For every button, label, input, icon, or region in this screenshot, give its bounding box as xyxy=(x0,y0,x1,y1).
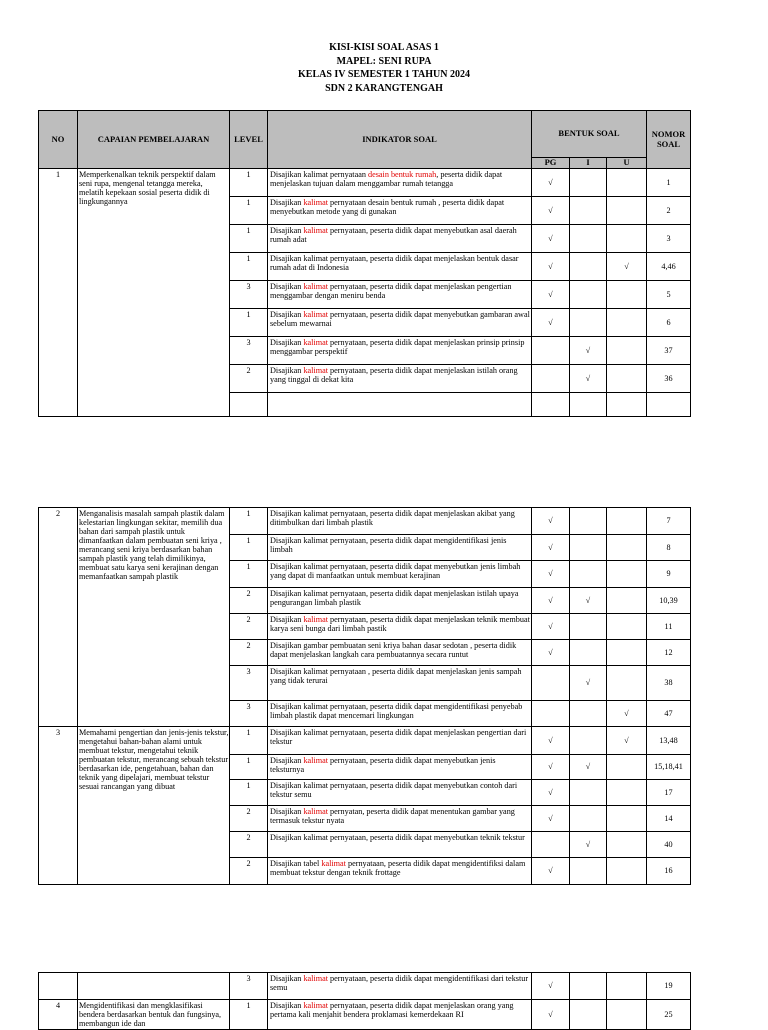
indikator-text: Disajikan kalimat pernyataan, peserta didik dapat menyebutkan contoh dari tekstur semu xyxy=(270,781,518,800)
indikator-text: Disajikan kalimat pernyataan, peserta didik dapat menyebutkan teknik tekstur xyxy=(270,833,525,842)
i-check xyxy=(570,701,607,727)
nomor-soal-cell: 15,18,41 xyxy=(647,755,691,780)
indikator-cell xyxy=(268,780,532,806)
indikator-highlight: kalimat xyxy=(303,338,328,347)
level-cell: 3 xyxy=(230,973,268,1000)
pg-check: √ xyxy=(532,973,570,1000)
level-cell: 1 xyxy=(230,755,268,780)
nomor-soal-cell: 3 xyxy=(647,225,691,253)
no-cell: 2 xyxy=(39,508,78,727)
i-check xyxy=(570,727,607,755)
nomor-soal-cell: 8 xyxy=(647,535,691,561)
pg-check: √ xyxy=(532,727,570,755)
indikator-cell xyxy=(268,197,532,225)
col-header-no: NO xyxy=(39,111,78,169)
i-check: √ xyxy=(570,832,607,858)
pg-check: √ xyxy=(532,535,570,561)
col-header-pg: PG xyxy=(532,158,570,169)
u-check xyxy=(607,337,647,365)
indikator-cell xyxy=(268,561,532,588)
indikator-text-rest: , peserta didik dapat menjelaskan tujuan dalam menggambar rumah tetangga xyxy=(270,170,503,189)
section-3-continued-rows xyxy=(39,973,691,1000)
level-cell: 2 xyxy=(230,858,268,885)
level-cell: 3 xyxy=(230,666,268,701)
indikator-text: Disajikan xyxy=(270,282,304,291)
u-check xyxy=(607,640,647,666)
u-check xyxy=(607,614,647,640)
level-cell: 1 xyxy=(230,535,268,561)
header-school: SDN 2 KARANGTENGAH xyxy=(325,82,443,94)
indikator-cell xyxy=(268,508,532,535)
indikator-text: Disajikan xyxy=(270,226,304,235)
i-check xyxy=(570,806,607,832)
nomor-soal-cell: 10,39 xyxy=(647,588,691,614)
indikator-text: Disajikan xyxy=(270,366,304,375)
no-cell: 1 xyxy=(39,169,78,417)
i-check xyxy=(570,169,607,197)
level-cell: 3 xyxy=(230,701,268,727)
indikator-highlight: desain bentuk rumah xyxy=(368,170,437,179)
col-header-cp: CAPAIAN PEMBELAJARAN xyxy=(78,111,230,169)
indikator-cell xyxy=(268,1000,532,1030)
table-row xyxy=(39,1000,691,1030)
pg-check xyxy=(532,666,570,701)
level-cell: 2 xyxy=(230,832,268,858)
indikator-text: Disajikan xyxy=(270,310,304,319)
nomor-soal-cell: 36 xyxy=(647,365,691,393)
indikator-highlight: kalimat xyxy=(321,859,346,868)
nomor-soal-cell: 12 xyxy=(647,640,691,666)
level-cell: 1 xyxy=(230,561,268,588)
indikator-cell xyxy=(268,588,532,614)
indikator-text: Disajikan kalimat pernyataan, peserta didik dapat mengidentifikasi penyebab limbah plastik dapat mencemari lingkungan xyxy=(270,702,523,721)
pg-check: √ xyxy=(532,169,570,197)
indikator-cell xyxy=(268,225,532,253)
nomor-soal-cell: 19 xyxy=(647,973,691,1000)
indikator-highlight: kalimat xyxy=(303,1001,328,1010)
indikator-highlight: kalimat xyxy=(303,974,328,983)
indikator-text-rest: pernyataan, peserta didik dapat menyebutkan jenis teksturnya xyxy=(270,756,496,775)
u-check xyxy=(607,755,647,780)
pg-check: √ xyxy=(532,281,570,309)
indikator-cell xyxy=(268,832,532,858)
i-check xyxy=(570,309,607,337)
level-cell: 3 xyxy=(230,281,268,309)
level-cell: 1 xyxy=(230,253,268,281)
i-check xyxy=(570,253,607,281)
indikator-text-rest: pernyataan, peserta didik dapat menjelaskan pengertian menggambar dengan meniru benda xyxy=(270,282,512,301)
header-title: KISI-KISI SOAL ASAS 1 xyxy=(329,42,439,53)
i-check xyxy=(570,858,607,885)
indikator-text-rest: pernyataan desain bentuk rumah , peserta didik dapat menyebutkan metode yang di gunakan xyxy=(270,198,505,217)
indikator-cell xyxy=(268,666,532,701)
u-check: √ xyxy=(607,701,647,727)
indikator-highlight: kalimat xyxy=(303,756,328,765)
indikator-cell xyxy=(268,169,532,197)
pg-check xyxy=(532,701,570,727)
pg-check: √ xyxy=(532,614,570,640)
indikator-text: Disajikan xyxy=(270,198,304,207)
level-cell: 1 xyxy=(230,508,268,535)
nomor-soal-cell: 1 xyxy=(647,169,691,197)
indikator-highlight: kalimat xyxy=(303,310,328,319)
header-subject: MAPEL: SENI RUPA xyxy=(336,55,432,67)
document-header xyxy=(0,41,768,95)
pg-check: √ xyxy=(532,780,570,806)
nomor-soal-cell: 13,48 xyxy=(647,727,691,755)
indikator-text: Disajikan kalimat pernyataan, peserta didik dapat menjelaskan akibat yang ditimbulkan dari limbah plastik xyxy=(270,509,515,528)
indikator-text: Disajikan kalimat pernyataan, peserta didik dapat menjelaskan bentuk dasar rumah adat di Indonesia xyxy=(270,254,519,273)
pg-check: √ xyxy=(532,508,570,535)
u-check xyxy=(607,780,647,806)
nomor-soal-cell: 4,46 xyxy=(647,253,691,281)
col-header-nomor: NOMOR SOAL xyxy=(647,111,691,169)
pg-check: √ xyxy=(532,225,570,253)
i-check xyxy=(570,197,607,225)
indikator-text: Disajikan tabel xyxy=(270,859,322,868)
i-check: √ xyxy=(570,337,607,365)
table-section-2 xyxy=(38,507,691,885)
u-check xyxy=(607,169,647,197)
indikator-cell xyxy=(268,393,532,417)
i-check xyxy=(570,640,607,666)
u-check xyxy=(607,858,647,885)
section-3-rows xyxy=(39,727,691,885)
pg-check: √ xyxy=(532,197,570,225)
pg-check: √ xyxy=(532,561,570,588)
cp-cell: Memahami pengertian dan jenis-jenis tekstur, mengetahui bahan-bahan alami untuk membuat tekstur, mengetahui teknik pembuatan tekstur, merancang sebuah tekstur berdasarkan ide, pengetahuan, bahan dan teknik yang dipelajari, membuat tekstur sesuai rancangan yang dibuat xyxy=(78,727,230,885)
pg-check xyxy=(532,393,570,417)
indikator-cell xyxy=(268,281,532,309)
indikator-text-rest: pernyataan, peserta didik dapat menyebutkan asal daerah rumah adat xyxy=(270,226,517,245)
indikator-text-rest: pernyataan, peserta didik dapat menjelaskan istilah orang yang tinggal di dekat kita xyxy=(270,366,518,385)
table-row xyxy=(39,169,691,197)
level-cell: 2 xyxy=(230,614,268,640)
level-cell: 1 xyxy=(230,197,268,225)
pg-check: √ xyxy=(532,640,570,666)
indikator-text: Disajikan xyxy=(270,615,304,624)
level-cell: 1 xyxy=(230,309,268,337)
table-row xyxy=(39,973,691,1000)
pg-check: √ xyxy=(532,1000,570,1030)
u-check xyxy=(607,588,647,614)
i-check: √ xyxy=(570,666,607,701)
u-check xyxy=(607,806,647,832)
indikator-cell xyxy=(268,701,532,727)
u-check xyxy=(607,281,647,309)
indikator-text: Disajikan kalimat pernyataan, peserta didik dapat menjelaskan istilah upaya pengurangan limbah plastik xyxy=(270,589,519,608)
nomor-soal-cell: 40 xyxy=(647,832,691,858)
level-cell: 3 xyxy=(230,337,268,365)
u-check xyxy=(607,832,647,858)
level-cell: 1 xyxy=(230,727,268,755)
table-row xyxy=(39,727,691,755)
i-check xyxy=(570,225,607,253)
table-row xyxy=(39,508,691,535)
level-cell: 2 xyxy=(230,365,268,393)
u-check xyxy=(607,535,647,561)
no-cell: 4 xyxy=(39,1000,78,1030)
pg-check xyxy=(532,337,570,365)
indikator-highlight: kalimat xyxy=(303,226,328,235)
table-section-continued xyxy=(38,972,691,1030)
u-check: √ xyxy=(607,253,647,281)
u-check xyxy=(607,561,647,588)
indikator-highlight: kalimat xyxy=(303,198,328,207)
i-check: √ xyxy=(570,365,607,393)
indikator-text-rest: pernyataan, peserta didik dapat menjelaskan orang yang pertama kali menjahit bendera proklamasi kemerdekaan RI xyxy=(270,1001,514,1020)
indikator-highlight: kalimat xyxy=(303,807,328,816)
i-check xyxy=(570,393,607,417)
nomor-soal-cell: 14 xyxy=(647,806,691,832)
cp-cell xyxy=(78,973,230,1000)
col-header-u: U xyxy=(607,158,647,169)
col-header-level: LEVEL xyxy=(230,111,268,169)
nomor-soal-cell: 7 xyxy=(647,508,691,535)
pg-check: √ xyxy=(532,755,570,780)
indikator-text: Disajikan xyxy=(270,807,304,816)
indikator-highlight: kalimat xyxy=(303,366,328,375)
indikator-cell xyxy=(268,640,532,666)
no-cell xyxy=(39,973,78,1000)
level-cell: 2 xyxy=(230,640,268,666)
u-check xyxy=(607,225,647,253)
i-check xyxy=(570,508,607,535)
nomor-soal-cell: 5 xyxy=(647,281,691,309)
level-cell xyxy=(230,393,268,417)
col-header-indikator: INDIKATOR SOAL xyxy=(268,111,532,169)
col-header-bentuk: BENTUK SOAL xyxy=(532,111,647,158)
indikator-text: Disajikan kalimat pernyataan, peserta didik dapat mengidentifikasi jenis limbah xyxy=(270,536,507,555)
indikator-text: Disajikan kalimat pernyataan, peserta didik dapat menyebutkan jenis limbah yang dapat di manfaatkan untuk membuat kerajinan xyxy=(270,562,521,581)
indikator-text-rest: pernyatan, peserta didik dapat menentukan gambar yang termasuk tekstur nyata xyxy=(270,807,515,826)
pg-check: √ xyxy=(532,309,570,337)
u-check xyxy=(607,1000,647,1030)
i-check xyxy=(570,614,607,640)
i-check xyxy=(570,281,607,309)
indikator-cell xyxy=(268,614,532,640)
u-check xyxy=(607,508,647,535)
i-check: √ xyxy=(570,588,607,614)
indikator-highlight: kalimat xyxy=(303,282,328,291)
nomor-soal-cell: 2 xyxy=(647,197,691,225)
indikator-text: Disajikan xyxy=(270,756,304,765)
i-check xyxy=(570,1000,607,1030)
indikator-text: Disajikan xyxy=(270,974,304,983)
indikator-highlight: kalimat xyxy=(303,615,328,624)
indikator-text: Disajikan xyxy=(270,338,304,347)
nomor-soal-cell: 16 xyxy=(647,858,691,885)
pg-check xyxy=(532,365,570,393)
section-1-rows xyxy=(39,169,691,417)
indikator-text-rest: pernyataan, peserta didik dapat mengidentifiksi dalam membuat tekstur dengan teknik frottage xyxy=(270,859,526,878)
level-cell: 2 xyxy=(230,806,268,832)
indikator-text-rest: pernyataan, peserta didik dapat menyebutkan gambaran awal sebelum mewarnai xyxy=(270,310,530,329)
section-2-rows xyxy=(39,508,691,727)
level-cell: 1 xyxy=(230,225,268,253)
level-cell: 1 xyxy=(230,169,268,197)
pg-check: √ xyxy=(532,588,570,614)
cp-cell: Memperkenalkan teknik perspektif dalam seni rupa, mengenal tetangga mereka, melatih kepekaan sosial peserta didik di lingkungannya xyxy=(78,169,230,417)
i-check: √ xyxy=(570,755,607,780)
level-cell: 1 xyxy=(230,1000,268,1030)
i-check xyxy=(570,561,607,588)
cp-cell: Mengidentifikasi dan mengklasifikasi bendera berdasarkan bentuk dan fungsinya, membangun ide dan xyxy=(78,1000,230,1030)
indikator-cell xyxy=(268,253,532,281)
indikator-text-rest: pernyataan, peserta didik dapat mengidentifikasi dari tekstur semu xyxy=(270,974,529,993)
u-check xyxy=(607,393,647,417)
indikator-text: Disajikan xyxy=(270,1001,304,1010)
u-check: √ xyxy=(607,727,647,755)
indikator-cell xyxy=(268,365,532,393)
u-check xyxy=(607,309,647,337)
indikator-text: Disajikan kalimat pernyataan , peserta didik dapat menjelaskan jenis sampah yang tidak terurai xyxy=(270,667,522,686)
col-header-i: I xyxy=(570,158,607,169)
u-check xyxy=(607,365,647,393)
indikator-cell xyxy=(268,973,532,1000)
pg-check: √ xyxy=(532,858,570,885)
table-section-1 xyxy=(38,110,691,417)
u-check xyxy=(607,973,647,1000)
nomor-soal-cell: 11 xyxy=(647,614,691,640)
nomor-soal-cell: 37 xyxy=(647,337,691,365)
u-check xyxy=(607,666,647,701)
u-check xyxy=(607,197,647,225)
pg-check: √ xyxy=(532,806,570,832)
nomor-soal-cell: 25 xyxy=(647,1000,691,1030)
cp-cell: Menganalisis masalah sampah plastik dalam kelestarian lingkungan sekitar, memilih dua bahan dari sampah plastik untuk dimanfaatkan dalam pembuatan seni kriya , merancang seni kriya berdasarkan bahan sampah plastik yang telah dimilikinya, membuat satu karya seni kerajinan dengan memanfaatkan sampah plastik xyxy=(78,508,230,727)
header-class: KELAS IV SEMESTER 1 TAHUN 2024 xyxy=(298,69,470,80)
indikator-text: Disajikan kalimat pernyataan xyxy=(270,170,368,179)
indikator-cell xyxy=(268,309,532,337)
nomor-soal-cell: 17 xyxy=(647,780,691,806)
i-check xyxy=(570,780,607,806)
nomor-soal-cell: 38 xyxy=(647,666,691,701)
pg-check xyxy=(532,832,570,858)
nomor-soal-cell: 47 xyxy=(647,701,691,727)
indikator-cell xyxy=(268,755,532,780)
nomor-soal-cell: 9 xyxy=(647,561,691,588)
indikator-cell xyxy=(268,727,532,755)
i-check xyxy=(570,535,607,561)
nomor-soal-cell: 6 xyxy=(647,309,691,337)
i-check xyxy=(570,973,607,1000)
indikator-cell xyxy=(268,535,532,561)
nomor-soal-cell xyxy=(647,393,691,417)
indikator-cell xyxy=(268,806,532,832)
level-cell: 2 xyxy=(230,588,268,614)
indikator-text-rest: pernyataan, peserta didik dapat menjelaskan prinsip prinsip menggambar perspektif xyxy=(270,338,525,357)
pg-check: √ xyxy=(532,253,570,281)
indikator-cell xyxy=(268,337,532,365)
section-4-rows xyxy=(39,1000,691,1030)
indikator-text-rest: pernyataan, peserta didik dapat menjelaskan teknik membuat karya seni bunga dari limbah pastik xyxy=(270,615,530,634)
level-cell: 1 xyxy=(230,780,268,806)
no-cell: 3 xyxy=(39,727,78,885)
indikator-text: Disajikan kalimat pernyataan, peserta didik dapat menjelaskan pengertian dari tekstur xyxy=(270,728,527,747)
indikator-text: Disajikan gambar pembuatan seni kriya bahan dasar sedotan , peserta didik dapat menjelaskan langkah cara pembuatannya secara runtut xyxy=(270,641,517,660)
indikator-cell xyxy=(268,858,532,885)
